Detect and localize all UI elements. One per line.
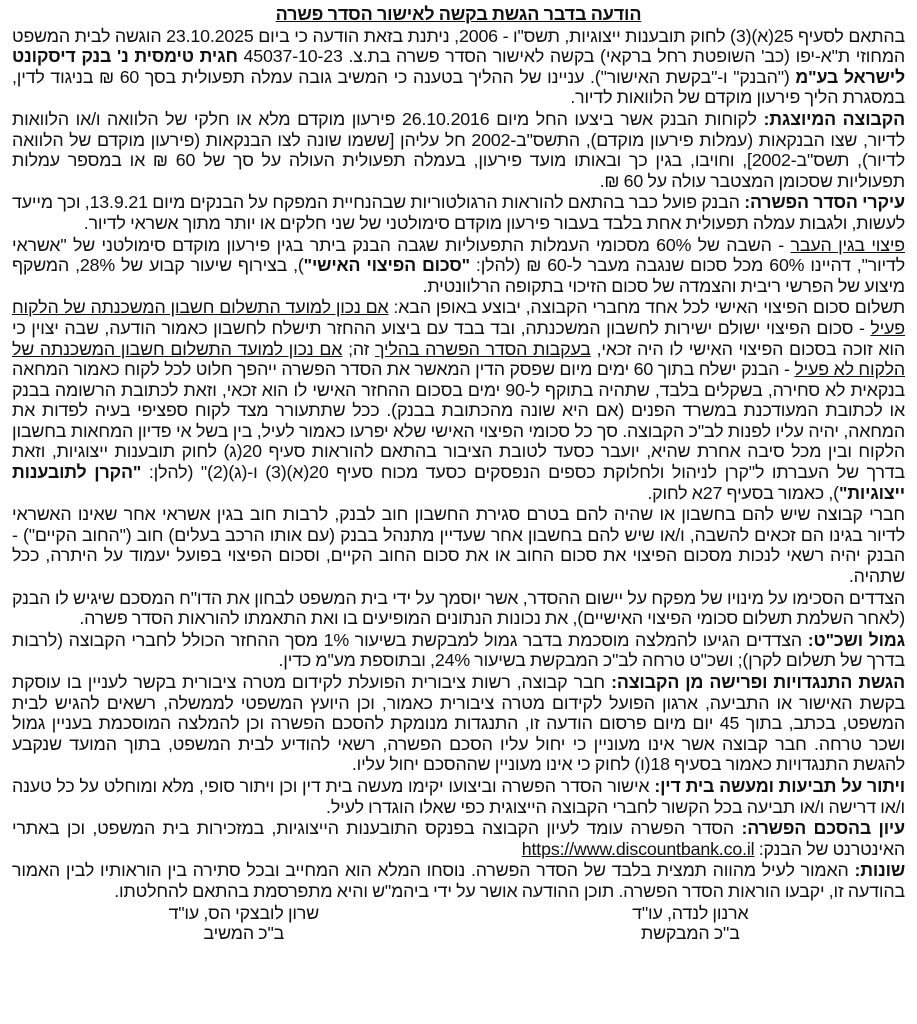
misc-text: האמור לעיל מהווה תמצית בלבד של הסדר הפשרה. נוסחו המלא הוא המחייב ובכל סתירה בין הוראותיו לבין האמור בהודעה זו, יקבעו הוראות הסדר הפשרה. תוכן ההודעה אושר על ידי ביהמ"ש והיא מתפרסמת בהתאם להחלטתו. (12, 860, 905, 901)
misc-label: שונות: (854, 860, 905, 881)
bank-website-link[interactable]: https://www.discountbank.co.il (521, 838, 755, 859)
payment-method-paragraph (12, 297, 905, 503)
case-parties: חגית טימסית נ' בנק דיסקונט לישראל בע"מ (12, 46, 906, 87)
payment-text-3: זה; (342, 338, 376, 359)
fees-label: גמול ושכ"ט: (807, 629, 906, 650)
misc-paragraph (12, 860, 905, 901)
represented-group-label: הקבוצה המיוצגת: (763, 108, 906, 129)
intro-text-2: ("הבנק" ו-"בקשת האישור"). עניינו של ההליך בטענה כי המשיב גובה עמלה תפעולית בסך 60 ₪ בניגוד לדין, במסגרת הליך פירעון מוקדם של הלוואות לדיור. (12, 66, 905, 108)
payment-text-4: - הבנק ישלח בתוך 60 ימים מיום שפסק הדין המאשר את הסדר הפשרה ייהפך חלוט לכל לקוח כאמור המחאה בנקאית לא סחירה, בשקלים בלבד, שתהיה בתוקף ל-90 ימים בסכום ההחזר האישי לו הוא זכאי, וזאת לכתובת הרשומה בבנק או לכתובת המעודכנת במשרד הפנים (אם היא שונה מהכתובת בבנק). ככל שתתעורר מצד לקוח ספציפי בעיה לפדות את המחאה, יהיה עליו לפנות לב"כ הקבוצה. סך כל סכומי הפיצוי האישי שלא יפרעו כאמור לעיל, בין בשל אי פדיון המחאות בחשבון הלקוח ובין מכל סיבה אחרת שהיא, יועבר כסעד לטובת הציבור בהתאם להוראות סעיף 20(ג) לחוק תובענות ייצוגיות, וזאת בדרך של העברתו ל"קרן לניהול ולחלוקת כספים הנפסקים כסעד מכוח סעיף 20(א)(3) ו-(ג)(2)" (להלן: (12, 359, 905, 483)
fees-text: הצדדים הגיעו להמלצה מוסכמת בדבר גמול למבקשת בשיעור 1% מסך ההחזר הכולל לחברי הקבוצה (לרבות בדרך של תשלום לקרן); ושכ"ט טרחה לב"כ המבקשת בשיעור 24%, ובתוספת מע"מ כדין. (12, 629, 905, 671)
waiver-text: אישור הסדר הפשרה וביצועו יקימו מעשה בית דין וכן ויתור סופי, מלא ומוחלט על כל טענה ו/או דרישה ו/או תביעה בכל הקשור לחברי הקבוצה הייצוגית כפי שאלו הוגדרו לעיל. (12, 775, 905, 817)
respondent-counsel-role: ב"כ המשיב (203, 923, 285, 944)
respondent-counsel-signature (169, 903, 320, 944)
payment-text-2: - סכום הפיצוי ישולם ישירות לחשבון המשכנתה, ובד בבד עם ביצוע ההחזר תישלח לחשבון כאמור הודעה, שבה יצוין כי הוא זוכה בסכום הפיצוי האישי לו היה זכאי, (12, 317, 906, 359)
notice-title: הודעה בדבר הגשת בקשה לאישור הסדר פשרה (275, 4, 642, 24)
review-text: הסדר הפשרה עומד לעיון הקבוצה בפנקס התובענות הייצוגיות, במזכירות בית המשפט, וכן באתרי האינטרנט של הבנק: (12, 818, 905, 859)
class-action-fund-term: "הקרן לתובענות ייצוגיות" (12, 462, 905, 503)
past-compensation-paragraph (12, 235, 905, 297)
existing-debts-paragraph: חברי קבוצה שיש להם בחשבון או שהיה להם בטרם סגירת החשבון חוב לבנק, לרבות חוב בגין אשראי אחר שאינו האשראי לדיור בגינו הם זכאים להשבה, ו/או שיש להם בחשבון אחר שעדיין מתנהל בבנק (עם אותו הרכב בעלים) חוב ("החוב הקיים") - הבנק יהיה רשאי לנכות מסכום הפיצוי את סכום החוב או את סכום החוב הקיים, וסכום הפיצוי בפועל יעמוד על היתרה, ככל שתהיה. (12, 504, 905, 587)
review-label: עיון בהסכם הפשרה: (741, 818, 905, 839)
intro-paragraph (12, 26, 905, 108)
personal-compensation-term: "סכום הפיצוי האישי" (303, 255, 470, 276)
plaintiff-counsel-name: ארנון לנדה, עו"ד (632, 902, 749, 923)
respondent-counsel-name: שרון לובצקי הס, עו"ד (168, 902, 320, 923)
settlement-essence-text: הבנק פועל כבר בהתאם להוראות הרגולטוריות שבהנחיית המפקח על הבנקים מיום 13.9.21, וכך מייעד לעשות, ולגבות עמלה תפעולית אחת בלבד בעבור פירעון מוקדם סימולטני של שני חלקים או יותר מתוך אשראי לדיור. (12, 192, 905, 233)
represented-group-text: לקוחות הבנק אשר ביצעו החל מיום 26.10.2016 פירעון מוקדם מלא או חלקי של הלוואה ו/או הלוואות לדיור, שצו הבנקאות (עמלות פירעון מוקדם), התשס"ב-2002 חל עליהן [ששמו שונה לצו הבנקאות (פירעון מוקדם של הלוואה לדיור), תשס"ב-2002], וחויבו, בגין כך ובאותו מועד פירעון, בעמלה תפעולית העולה על סך של 60 ₪ או במספר עמלות תפעוליות שסכומן המצטבר עולה על 60 ₪. (12, 108, 905, 191)
payment-settlement-reference: בעקבות הסדר הפשרה בהליך (375, 338, 591, 359)
review-paragraph (12, 818, 905, 859)
supervisor-paragraph: הצדדים הסכימו על מינויו של מפקח על יישום ההסדר, אשר יוסמך על ידי בית המשפט לבחון את הדו"ח המסכם שיגיש לו הבנק (לאחר השלמת תשלום סכומי הפיצוי האישיים), את נכונות הנתונים המופיעים בו ואת התאמתו להוראות הסדר פשרה. (12, 587, 905, 629)
objections-label: הגשת התנגדויות ופרישה מן הקבוצה: (611, 672, 905, 692)
payment-active-account-condition: אם נכון למועד התשלום חשבון המשכנתה של הלקוח פעיל (12, 297, 905, 338)
fees-paragraph (12, 630, 905, 671)
objections-paragraph (12, 672, 905, 775)
waiver-label: ויתור על תביעות ומעשה בית דין: (654, 775, 905, 796)
payment-text-5: ), כאמור בסעיף 27א לחוק. (647, 482, 839, 503)
settlement-essence-paragraph (12, 192, 905, 233)
intro-text-1: בהתאם לסעיף 25(א)(3) לחוק תובענות ייצוגיות, תשס"ו - 2006, ניתנת בזאת הודעה כי ביום 23.10.2025 הוגשה לבית המשפט המחוזי ת"א-יפו (כב' השופטת רחל ברקאי) בקשה לאישור הסדר פשרה בת.צ. 45037-10-23 (12, 25, 906, 67)
plaintiff-counsel-role: ב"כ המבקשת (640, 923, 740, 944)
payment-text-1: תשלום סכום הפיצוי האישי לכל אחד מחברי הקבוצה, יבוצע באופן הבא: (388, 297, 905, 318)
past-compensation-text-1: - השבה של 60% מסכומי העמלות התפעוליות שגבה הבנק ביתר בגין פירעון מוקדם סימולטני של "אשראי לדיור", דהיינו 60% מכל סכום שנגבה מעבר ל-60 ₪ (להלן: (12, 234, 905, 276)
past-compensation-text-2: ), בצירוף שיעור קבוע של 28%, המשקף מיצוע של הפרשי ריבית והצמדה של סכום הזיכוי בתקופה הרלוונטית. (12, 255, 905, 296)
settlement-essence-label: עיקרי הסדר הפשרה: (744, 192, 905, 213)
represented-group-paragraph (12, 109, 905, 191)
past-compensation-label: פיצוי בגין העבר (790, 234, 905, 255)
signatures (12, 903, 905, 944)
payment-inactive-account-condition: אם נכון למועד התשלום חשבון המשכנתה של הלקוח לא פעיל (12, 338, 906, 380)
plaintiff-counsel-signature (632, 903, 748, 944)
waiver-paragraph (12, 776, 905, 817)
objections-text: חבר קבוצה, רשות ציבורית הפועלת לקידום מטרה ציבורית בקשר לעניין בו עוסקת בקשת האישור או התביעה, ארגון הפועל לקידום מטרה ציבורית כאמור, וכן היועץ המשפטי לממשלה, רשאים להגיש לבית המשפט, בכתב, בתוך 45 יום מיום פרסום הודעה זו, התנגדות מנומקת להסכם הפשרה וכן להמלצה המוסכמת בעניין גמול ושכר טרחה. חבר קבוצה אשר אינו מעוניין כי יחול עליו הסכם הפשרה, רשאי להודיע לבית המשפט, בתוך המועד שנקבע להגשת התנגדויות כאמור בסעיף 18(ו) לחוק כי אינו מעוניין שההסכם יחול עליו. (12, 672, 905, 775)
